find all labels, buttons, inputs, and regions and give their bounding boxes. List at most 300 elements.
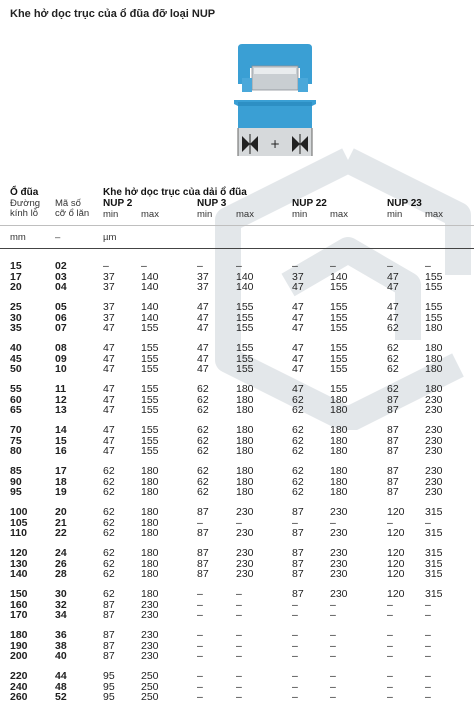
nup2-max-cell: 155 — [141, 322, 159, 334]
nup3-max-cell: 230 — [236, 557, 254, 570]
nup2-min-cell: 87 — [103, 598, 115, 611]
bore-diameter-cell: 220 — [10, 670, 28, 682]
table-row — [0, 384, 474, 394]
nup2-min-cell: 37 — [103, 281, 115, 293]
nup22-min-cell: 62 — [292, 434, 304, 447]
nup2-max-cell: – — [141, 260, 147, 272]
nup23-max-cell: 230 — [425, 404, 443, 416]
nup3-max-cell: 180 — [236, 393, 254, 406]
nup23-max-cell: 230 — [425, 434, 443, 447]
nup2-max-cell: 180 — [141, 465, 159, 477]
nup2-max-cell: 155 — [141, 342, 159, 354]
nup22-max-cell: 155 — [330, 352, 348, 365]
nup2-max-cell: 140 — [141, 281, 159, 293]
unit-diameter: mm — [10, 232, 26, 243]
nup3-max-cell: 180 — [236, 445, 254, 457]
nup3-max-cell: 140 — [236, 270, 254, 283]
bore-diameter-cell: 55 — [10, 383, 22, 395]
table-row — [0, 630, 474, 640]
nup3-max-cell: – — [236, 588, 242, 600]
nup2-min-cell: 62 — [103, 516, 115, 529]
bore-diameter-cell: 65 — [10, 404, 22, 416]
nup3-min-cell: 87 — [197, 568, 209, 580]
nup3-max-cell: 180 — [236, 404, 254, 416]
nup2-max-cell: 155 — [141, 393, 159, 406]
bore-diameter-cell: 80 — [10, 445, 22, 457]
nup23-min-cell: – — [387, 639, 393, 652]
size-code-cell: 13 — [55, 404, 67, 416]
nup22-min-cell: 87 — [292, 506, 304, 518]
nup22-min-cell: 87 — [292, 568, 304, 580]
nup2-min-cell: 87 — [103, 639, 115, 652]
bore-diameter-cell: 180 — [10, 629, 28, 641]
nup22-min-cell: 62 — [292, 486, 304, 498]
size-code-cell: 26 — [55, 557, 67, 570]
nup3-min-cell: – — [197, 260, 203, 272]
size-code-cell: 05 — [55, 301, 67, 313]
table-row — [0, 692, 474, 702]
nup2-max-cell: 180 — [141, 506, 159, 518]
table-row — [0, 282, 474, 292]
nup3-min-cell: 62 — [197, 404, 209, 416]
nup22-max-cell: 180 — [330, 465, 348, 477]
diameter-header-line2: kính lỗ — [10, 208, 38, 219]
table-row — [0, 302, 474, 312]
nup3-min-cell: 87 — [197, 506, 209, 518]
size-code-cell: 16 — [55, 445, 67, 457]
nup23-max-cell: – — [425, 670, 431, 682]
nup22-max-cell: 230 — [330, 527, 348, 539]
nup22-min-cell: – — [292, 629, 298, 641]
nup3-min-cell: 62 — [197, 445, 209, 457]
bore-diameter-cell: 260 — [10, 691, 28, 703]
nup22-min-cell: 37 — [292, 270, 304, 283]
nup23-min-cell: 87 — [387, 424, 399, 436]
nup22-max-cell: 180 — [330, 445, 348, 457]
nup3-max-cell: 155 — [236, 363, 254, 375]
bore-diameter-cell: 200 — [10, 650, 28, 662]
nup2-max-cell: 155 — [141, 363, 159, 375]
nup2-max-cell: 180 — [141, 527, 159, 539]
nup3-min-cell: – — [197, 629, 203, 641]
table-row — [0, 548, 474, 558]
nup3-max-cell: 155 — [236, 311, 254, 324]
nup22-max-cell: 230 — [330, 568, 348, 580]
nup23-min-cell: 62 — [387, 342, 399, 354]
nup23-min-cell: 120 — [387, 547, 405, 559]
nup2-min-cell: 47 — [103, 434, 115, 447]
nup2-max-cell: 230 — [141, 639, 159, 652]
nup22-max-cell: – — [330, 691, 336, 703]
nup2-max-cell: 180 — [141, 486, 159, 498]
nup23-max-cell: 230 — [425, 393, 443, 406]
bore-diameter-cell: 90 — [10, 475, 22, 488]
table-row — [0, 682, 474, 692]
bore-diameter-cell: 60 — [10, 393, 22, 406]
bore-diameter-cell: 140 — [10, 568, 28, 580]
nup23-min-cell: 87 — [387, 393, 399, 406]
table-row — [0, 466, 474, 476]
nup22-min-cell: 62 — [292, 404, 304, 416]
size-code-cell: 28 — [55, 568, 67, 580]
nup2-min-cell: 62 — [103, 475, 115, 488]
nup2-max-cell: 180 — [141, 475, 159, 488]
bore-diameter-cell: 120 — [10, 547, 28, 559]
nup23-min-cell: 87 — [387, 486, 399, 498]
nup2-max-cell: 230 — [141, 650, 159, 662]
nup23-min-cell: – — [387, 650, 393, 662]
nup3-min-cell: – — [197, 680, 203, 693]
table-row — [0, 477, 474, 487]
nup3-max-cell: – — [236, 260, 242, 272]
table-row — [0, 641, 474, 651]
nup23-max-cell: 180 — [425, 383, 443, 395]
svg-text:+: + — [269, 137, 281, 151]
bore-diameter-cell: 170 — [10, 609, 28, 621]
nup2-max-cell: 230 — [141, 609, 159, 621]
nup3-max-cell: – — [236, 629, 242, 641]
nup23-max-cell: 230 — [425, 475, 443, 488]
min-label: min — [292, 209, 308, 220]
page-title: Khe hở dọc trục của ổ đũa đỡ loại NUP — [10, 8, 216, 20]
nup2-min-cell: 62 — [103, 547, 115, 559]
max-label: max — [236, 209, 254, 220]
nup2-max-cell: 155 — [141, 434, 159, 447]
bore-diameter-cell: 150 — [10, 588, 28, 600]
table-row — [0, 507, 474, 517]
nup22-min-cell: 62 — [292, 393, 304, 406]
nup22-min-cell: 47 — [292, 342, 304, 354]
nup3-min-cell: 62 — [197, 434, 209, 447]
nup2-min-cell: 62 — [103, 486, 115, 498]
nup3-max-cell: 155 — [236, 322, 254, 334]
nup22-min-cell: 47 — [292, 311, 304, 324]
size-code-cell: 44 — [55, 670, 67, 682]
nup3-min-cell: 87 — [197, 547, 209, 559]
bore-diameter-cell: 130 — [10, 557, 28, 570]
nup23-min-cell: 62 — [387, 352, 399, 365]
bore-diameter-cell: 160 — [10, 598, 28, 611]
nup23-min-cell: – — [387, 609, 393, 621]
nup23-max-cell: 155 — [425, 270, 443, 283]
nup22-max-cell: 230 — [330, 557, 348, 570]
size-code-cell: 24 — [55, 547, 67, 559]
nup23-min-cell: 87 — [387, 434, 399, 447]
nup22-min-cell: 87 — [292, 547, 304, 559]
nup2-min-cell: 37 — [103, 311, 115, 324]
nup22-min-cell: 62 — [292, 445, 304, 457]
nup3-max-cell: – — [236, 650, 242, 662]
nup2-max-cell: 230 — [141, 598, 159, 611]
nup23-max-cell: 315 — [425, 527, 443, 539]
nup3-max-cell: 155 — [236, 301, 254, 313]
nup2-min-cell: 62 — [103, 557, 115, 570]
nup3-max-cell: – — [236, 639, 242, 652]
nup2-max-cell: 250 — [141, 670, 159, 682]
size-code-cell: 34 — [55, 609, 67, 621]
size-code-cell: 48 — [55, 680, 67, 693]
table-row — [0, 518, 474, 528]
nup23-min-cell: 62 — [387, 322, 399, 334]
nup23-max-cell: 155 — [425, 301, 443, 313]
nup22-max-cell: 140 — [330, 270, 348, 283]
nup22-max-cell: 180 — [330, 486, 348, 498]
series-nup22: NUP 22 — [292, 198, 327, 209]
nup2-max-cell: 140 — [141, 270, 159, 283]
nup23-max-cell: 180 — [425, 363, 443, 375]
nup2-max-cell: 180 — [141, 568, 159, 580]
table-row — [0, 261, 474, 271]
nup2-min-cell: 95 — [103, 680, 115, 693]
nup2-min-cell: 62 — [103, 506, 115, 518]
nup3-max-cell: 155 — [236, 352, 254, 365]
series-nup2: NUP 2 — [103, 198, 133, 209]
table-row — [0, 651, 474, 661]
size-code-cell: 15 — [55, 434, 67, 447]
nup22-min-cell: 62 — [292, 424, 304, 436]
nup22-max-cell: 180 — [330, 434, 348, 447]
size-code-cell: 17 — [55, 465, 67, 477]
nup23-min-cell: – — [387, 260, 393, 272]
nup2-min-cell: 37 — [103, 270, 115, 283]
nup22-max-cell: 180 — [330, 404, 348, 416]
nup23-max-cell: 315 — [425, 588, 443, 600]
nup23-max-cell: – — [425, 639, 431, 652]
size-code-cell: 38 — [55, 639, 67, 652]
nup22-min-cell: – — [292, 639, 298, 652]
nup22-max-cell: – — [330, 650, 336, 662]
nup2-max-cell: 180 — [141, 557, 159, 570]
nup2-min-cell: 87 — [103, 650, 115, 662]
table-row — [0, 610, 474, 620]
nup23-min-cell: 62 — [387, 363, 399, 375]
nup3-min-cell: 47 — [197, 342, 209, 354]
nup22-max-cell: 155 — [330, 383, 348, 395]
bore-diameter-cell: 25 — [10, 301, 22, 313]
nup2-max-cell: 230 — [141, 629, 159, 641]
table-row — [0, 272, 474, 282]
nup2-min-cell: 47 — [103, 393, 115, 406]
nup3-min-cell: 47 — [197, 322, 209, 334]
nup2-min-cell: 47 — [103, 424, 115, 436]
nup3-min-cell: – — [197, 650, 203, 662]
size-code-cell: 12 — [55, 393, 67, 406]
table-row — [0, 323, 474, 333]
nup22-min-cell: – — [292, 691, 298, 703]
nup2-min-cell: 95 — [103, 691, 115, 703]
nup23-min-cell: 87 — [387, 445, 399, 457]
bore-diameter-cell: 15 — [10, 260, 22, 272]
size-code-cell: 19 — [55, 486, 67, 498]
bore-diameter-cell: 20 — [10, 281, 22, 293]
nup22-min-cell: 87 — [292, 527, 304, 539]
unit-code: – — [55, 232, 61, 243]
nup3-min-cell: – — [197, 598, 203, 611]
nup2-min-cell: 87 — [103, 609, 115, 621]
nup3-min-cell: 62 — [197, 465, 209, 477]
nup3-max-cell: 140 — [236, 281, 254, 293]
nup2-max-cell: 155 — [141, 424, 159, 436]
size-code-cell: 32 — [55, 598, 67, 611]
nup3-min-cell: – — [197, 609, 203, 621]
nup22-min-cell: 47 — [292, 363, 304, 375]
nup22-max-cell: 155 — [330, 342, 348, 354]
nup23-min-cell: 87 — [387, 465, 399, 477]
table-row — [0, 446, 474, 456]
nup23-min-cell: 120 — [387, 506, 405, 518]
nup22-max-cell: 180 — [330, 393, 348, 406]
nup3-max-cell: – — [236, 598, 242, 611]
size-code-cell: 06 — [55, 311, 67, 324]
nup23-max-cell: 315 — [425, 557, 443, 570]
nup22-min-cell: 87 — [292, 557, 304, 570]
nup22-min-cell: – — [292, 680, 298, 693]
nup3-min-cell: 87 — [197, 557, 209, 570]
nup2-min-cell: – — [103, 260, 109, 272]
bearing-column-title: Ổ đũa — [10, 187, 39, 198]
nup3-min-cell: – — [197, 588, 203, 600]
nup23-max-cell: 230 — [425, 486, 443, 498]
nup23-min-cell: 47 — [387, 301, 399, 313]
nup23-min-cell: – — [387, 691, 393, 703]
bore-diameter-cell: 50 — [10, 363, 22, 375]
nup23-min-cell: – — [387, 598, 393, 611]
table-row — [0, 405, 474, 415]
nup2-max-cell: 155 — [141, 383, 159, 395]
nup3-max-cell: 180 — [236, 486, 254, 498]
nup22-min-cell: – — [292, 670, 298, 682]
table-row — [0, 589, 474, 599]
diameter-header-line1: Đường — [10, 198, 41, 209]
table-row — [0, 343, 474, 353]
size-code-cell: 36 — [55, 629, 67, 641]
nup3-max-cell: – — [236, 680, 242, 693]
nup3-min-cell: 47 — [197, 363, 209, 375]
nup2-min-cell: 47 — [103, 383, 115, 395]
nup23-max-cell: 315 — [425, 547, 443, 559]
nup2-max-cell: 155 — [141, 445, 159, 457]
nup22-min-cell: 87 — [292, 588, 304, 600]
nup2-max-cell: 250 — [141, 691, 159, 703]
nup22-max-cell: 180 — [330, 424, 348, 436]
bore-diameter-cell: 70 — [10, 424, 22, 436]
nup22-min-cell: 47 — [292, 301, 304, 313]
nup2-min-cell: 62 — [103, 588, 115, 600]
nup3-max-cell: 230 — [236, 506, 254, 518]
table-row — [0, 569, 474, 579]
nup23-max-cell: 230 — [425, 445, 443, 457]
nup23-min-cell: 120 — [387, 527, 405, 539]
table-row — [0, 354, 474, 364]
nup2-max-cell: 180 — [141, 516, 159, 529]
nup23-min-cell: 120 — [387, 557, 405, 570]
nup22-min-cell: 62 — [292, 475, 304, 488]
table-row — [0, 313, 474, 323]
nup22-max-cell: 155 — [330, 301, 348, 313]
nup2-min-cell: 62 — [103, 527, 115, 539]
nup3-max-cell: 230 — [236, 547, 254, 559]
size-code-cell: 03 — [55, 270, 67, 283]
nup22-max-cell: – — [330, 680, 336, 693]
nup3-max-cell: 180 — [236, 383, 254, 395]
size-code-cell: 08 — [55, 342, 67, 354]
nup2-max-cell: 180 — [141, 588, 159, 600]
size-code-cell: 14 — [55, 424, 67, 436]
table-row — [0, 528, 474, 538]
table-row — [0, 671, 474, 681]
table-row — [0, 425, 474, 435]
nup3-min-cell: 62 — [197, 393, 209, 406]
bore-diameter-cell: 240 — [10, 680, 28, 693]
max-label: max — [425, 209, 443, 220]
nup3-min-cell: 87 — [197, 527, 209, 539]
nup3-max-cell: 180 — [236, 465, 254, 477]
nup3-min-cell: 47 — [197, 301, 209, 313]
nup2-min-cell: 47 — [103, 342, 115, 354]
nup22-max-cell: 180 — [330, 475, 348, 488]
nup22-min-cell: 47 — [292, 352, 304, 365]
series-nup23: NUP 23 — [387, 198, 422, 209]
nup23-min-cell: – — [387, 680, 393, 693]
bore-diameter-cell: 85 — [10, 465, 22, 477]
nup23-max-cell: 180 — [425, 322, 443, 334]
nup23-max-cell: 180 — [425, 342, 443, 354]
nup22-max-cell: – — [330, 516, 336, 529]
nup3-min-cell: 37 — [197, 270, 209, 283]
nup3-max-cell: 180 — [236, 434, 254, 447]
table-row — [0, 364, 474, 374]
bore-diameter-cell: 105 — [10, 516, 28, 529]
nup22-max-cell: 155 — [330, 311, 348, 324]
max-label: max — [330, 209, 348, 220]
nup23-max-cell: 315 — [425, 568, 443, 580]
nup23-min-cell: 47 — [387, 281, 399, 293]
nup2-max-cell: 140 — [141, 301, 159, 313]
nup2-min-cell: 37 — [103, 301, 115, 313]
table-row — [0, 600, 474, 610]
nup2-min-cell: 47 — [103, 363, 115, 375]
nup23-max-cell: – — [425, 650, 431, 662]
nup23-max-cell: – — [425, 260, 431, 272]
bore-diameter-cell: 45 — [10, 352, 22, 365]
min-label: min — [197, 209, 213, 220]
nup3-min-cell: 62 — [197, 486, 209, 498]
nup3-max-cell: – — [236, 691, 242, 703]
nup2-min-cell: 87 — [103, 629, 115, 641]
nup22-min-cell: 47 — [292, 322, 304, 334]
nup23-min-cell: – — [387, 516, 393, 529]
nup22-max-cell: 155 — [330, 322, 348, 334]
table-row — [0, 436, 474, 446]
code-header-line2: cỡ ổ lăn — [55, 208, 90, 219]
min-label: min — [103, 209, 119, 220]
nup23-min-cell: 120 — [387, 568, 405, 580]
nup3-min-cell: 47 — [197, 311, 209, 324]
nup23-max-cell: 230 — [425, 424, 443, 436]
clearance-group-title: Khe hở dọc trục của dải ổ đũa — [103, 187, 247, 198]
nup2-max-cell: 250 — [141, 680, 159, 693]
table-row — [0, 395, 474, 405]
bore-diameter-cell: 40 — [10, 342, 22, 354]
size-code-cell: 09 — [55, 352, 67, 365]
bore-diameter-cell: 190 — [10, 639, 28, 652]
bore-diameter-cell: 17 — [10, 270, 22, 283]
nup22-min-cell: – — [292, 650, 298, 662]
nup2-min-cell: 95 — [103, 670, 115, 682]
nup22-min-cell: 47 — [292, 383, 304, 395]
nup3-min-cell: 37 — [197, 281, 209, 293]
nup23-max-cell: 315 — [425, 506, 443, 518]
